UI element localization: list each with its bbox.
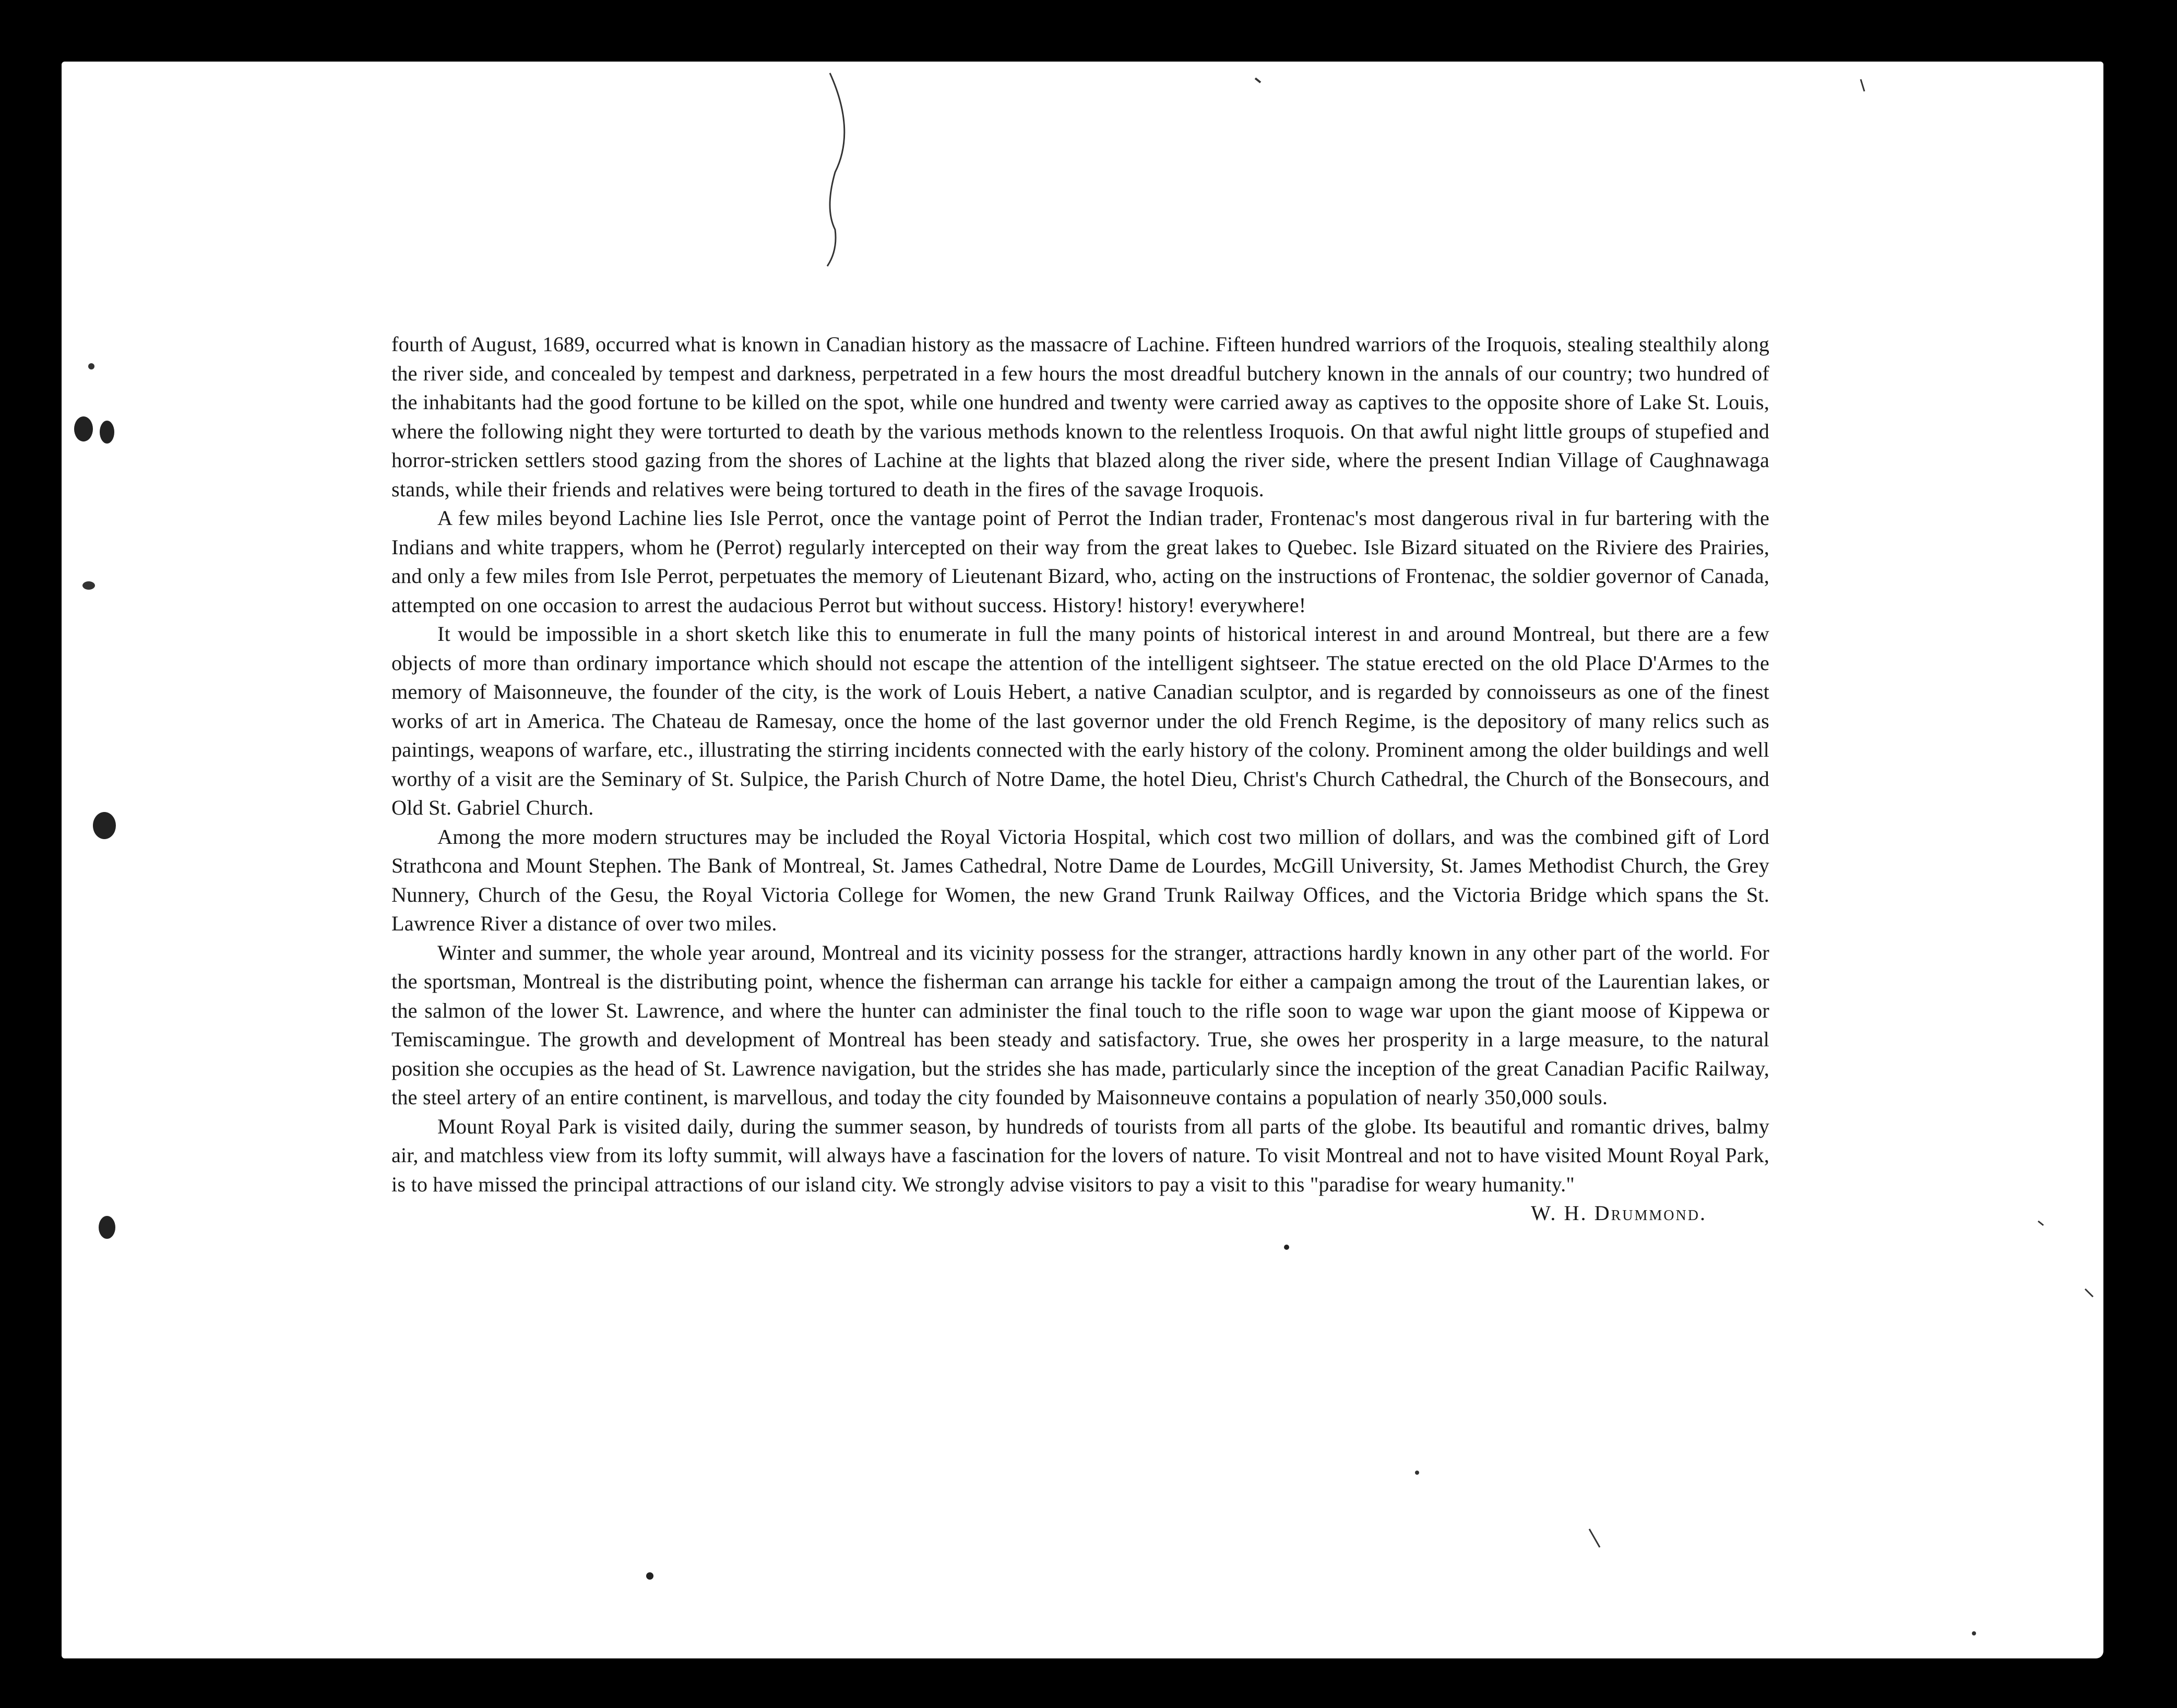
paragraph-historical-points: It would be impossible in a short sketch like this to enumerate in full the many points of historical interest in and around Montreal, but there are a few objects of more than ordinary importance which should not escape the attention of the intelligent sightseer. The statue erected on the old Place D'Armes to the memory of Maisonneuve, the founder of the city, is the work of Louis Hebert, a native Canadian sculptor, and is regarded by connoisseurs as one of the finest works of art in America. The Chateau de Ramesay, once the home of the last governor under the old French Regime, is the depository of many relics such as paintings, weapons of warfare, etc., illustrating the stirring incidents connected with the early history of the colony. Prominent among the older buildings and well worthy of a visit are the Seminary of St. Sulpice, the Parish Church of Notre Dame, the hotel Dieu, Christ's Church Cathedral, the Church of the Bonsecours, and Old St. Gabriel Church. (391, 622, 1769, 819)
paragraph-lachine-massacre: fourth of August, 1689, occurred what is known in Canadian history as the massacre of Lachine. Fifteen hundred warriors of the Iroquois, stealing stealthily along the river side, and concealed by tempest and darkness, perpetrated in a few hours the most dreadful butchery known in the annals of our country; two hundred of the inhabitants had the good fortune to be killed on the spot, while one hundred and twenty were carried away as captives to the opposite shore of Lake St. Louis, where the following night they were torturted to death by the various methods known to the relentless Iroquois. On that awful night little groups of stupefied and horror-stricken settlers stood gazing from the shores of Lachine at the lights that blazed along the river side, where the present Indian Village of Caughnawaga stands, while their friends and relatives were being tortured to death in the fires of the savage Iroquois. (391, 332, 1769, 501)
article-body (391, 330, 1769, 1228)
paragraph-mount-royal-text: Mount Royal Park is visited daily, during the summer season, by hundreds of tourists from all parts of the globe. Its beautiful and romantic drives, balmy air, and matchless view from its lofty summit, will always have a fascination for the lovers of nature. To visit Montreal and not to have visited Mount Royal Park, is to have missed the principal attractions of our island city. We strongly advise visitors to pay a visit to this "paradise for weary humanity." (391, 1114, 1769, 1196)
author-signature: W. H. Drummond. (1531, 1201, 1707, 1225)
paragraph-winter-summer: Winter and summer, the whole year around, Montreal and its vicinity possess for the stranger, attractions hardly known in any other part of the world. For the sportsman, Montreal is the distributing point, whence the fisherman can arrange his tackle for either a campaign among the trout of the Laurentian lakes, or the salmon of the lower St. Lawrence, and where the hunter can administer the final touch to the rifle soon to wage war upon the giant moose of Kippewa or Temiscamingue. The growth and development of Montreal has been steady and satisfactory. True, she owes her prosperity in a large measure, to the natural position she occupies as the head of St. Lawrence navigation, but the strides she has made, particularly since the inception of the great Canadian Pacific Railway, the steel artery of an entire continent, is marvellous, and today the city founded by Maisonneuve contains a population of nearly 350,000 souls. (391, 940, 1769, 1109)
paragraph-isle-perrot: A few miles beyond Lachine lies Isle Perrot, once the vantage point of Perrot the Indian trader, Frontenac's most dangerous rival in fur bartering with the Indians and white trappers, whom he (Perrot) regularly intercepted on their way from the great lakes to Quebec. Isle Bizard situated on the Riviere des Prairies, and only a few miles from Isle Perrot, perpetuates the memory of Lieutenant Bizard, who, acting on the instructions of Frontenac, the soldier governor of Canada, attempted on one occasion to arrest the audacious Perrot but without success. History! history! everywhere! (391, 506, 1769, 617)
paragraph-mount-royal-park (391, 1112, 1769, 1225)
paragraph-modern-structures: Among the more modern structures may be included the Royal Victoria Hospital, which cost two million of dollars, and was the combined gift of Lord Strathcona and Mount Stephen. The Bank of Montreal, St. James Cathedral, Notre Dame de Lourdes, McGill University, St. James Methodist Church, the Grey Nunnery, Church of the Gesu, the Royal Victoria College for Women, the new Grand Trunk Railway Offices, and the Victoria Bridge which spans the St. Lawrence River a distance of over two miles. (391, 825, 1769, 935)
scan-border-left (0, 0, 62, 1708)
